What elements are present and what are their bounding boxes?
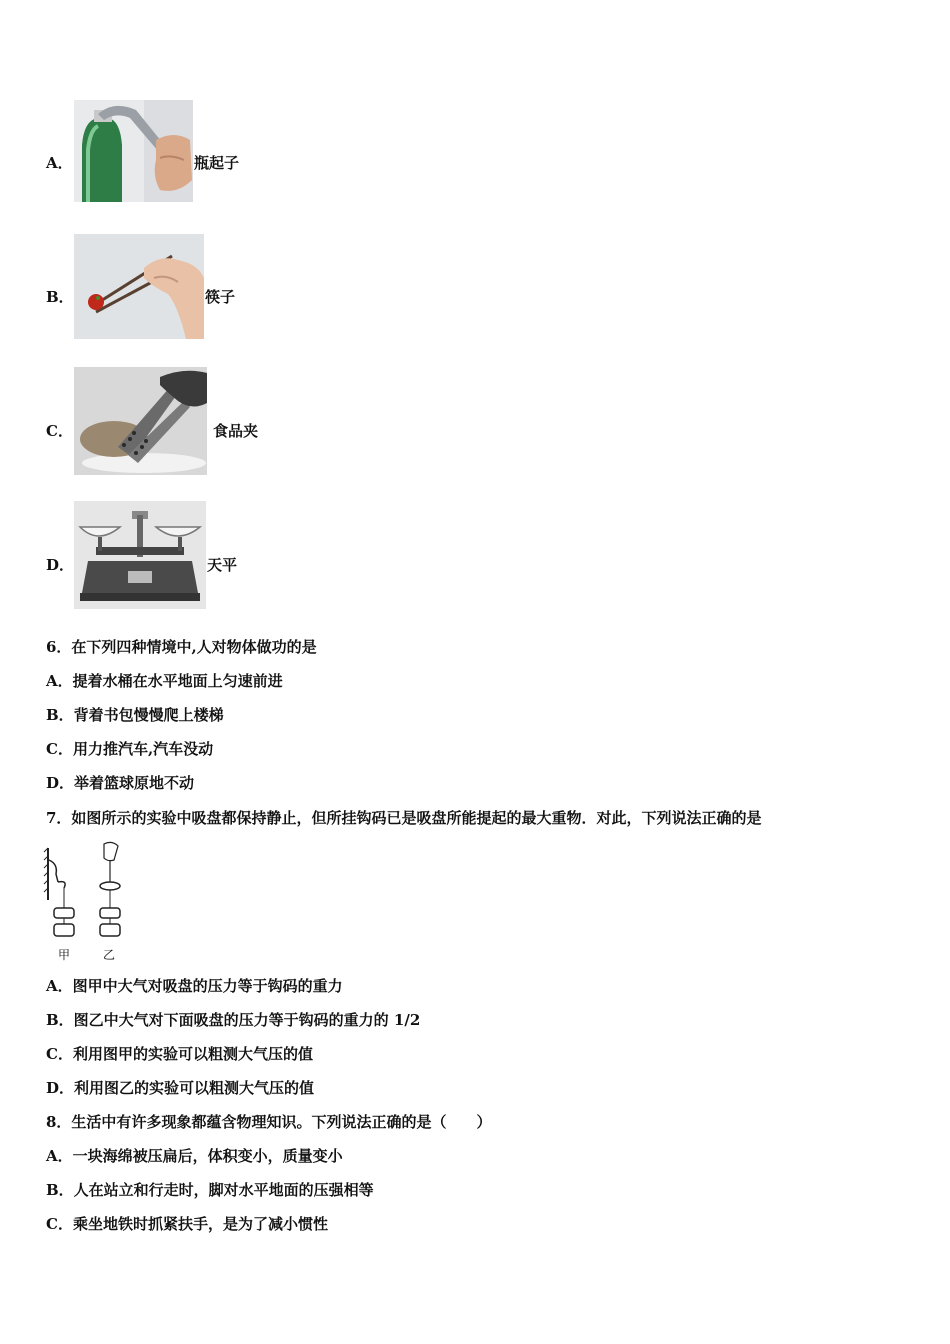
option-letter: C． bbox=[46, 422, 73, 440]
option-letter: A． bbox=[46, 154, 73, 172]
option-b: B．人在站立和行走时，脚对水平地面的压强相等 bbox=[46, 1181, 374, 1199]
balance-scale-photo bbox=[74, 501, 206, 609]
chopsticks-photo bbox=[74, 234, 204, 339]
option-b: B．背着书包慢慢爬上楼梯 bbox=[46, 706, 224, 724]
bottle-opener-photo bbox=[74, 100, 193, 202]
option-caption: 天平 bbox=[207, 556, 238, 574]
option-caption: 食品夹 bbox=[213, 422, 259, 440]
option-c: C．利用图甲的实验可以粗测大气压的值 bbox=[46, 1045, 313, 1063]
option-letter: D． bbox=[46, 556, 75, 574]
figure-label-jia: 甲 bbox=[58, 948, 71, 962]
option-a: A．一块海绵被压扁后，体积变小，质量变小 bbox=[46, 1147, 343, 1165]
option-d: D．利用图乙的实验可以粗测大气压的值 bbox=[46, 1079, 315, 1097]
option-b: B．图乙中大气对下面吸盘的压力等于钩码的重力的 1/2 bbox=[46, 1011, 421, 1029]
food-tongs-photo bbox=[74, 367, 207, 475]
option-caption: 筷子 bbox=[205, 288, 236, 306]
option-d: D．举着篮球原地不动 bbox=[46, 774, 195, 792]
option-a: A．提着水桶在水平地面上匀速前进 bbox=[46, 672, 283, 690]
figure-label-yi: 乙 bbox=[103, 948, 116, 962]
option-letter: B． bbox=[46, 288, 74, 306]
question-stem: 8．生活中有许多现象都蕴含物理知识。下列说法正确的是（ ） bbox=[46, 1113, 492, 1131]
suction-cup-diagram bbox=[42, 840, 132, 964]
question-stem: 6．在下列四种情境中,人对物体做功的是 bbox=[46, 638, 317, 656]
question-stem: 7．如图所示的实验中吸盘都保持静止，但所挂钩码已是吸盘所能提起的最大重物．对此，下列说法正确的是 bbox=[46, 809, 762, 827]
option-caption: 瓶起子 bbox=[194, 154, 240, 172]
option-c: C．乘坐地铁时抓紧扶手，是为了减小惯性 bbox=[46, 1215, 328, 1233]
option-a: A．图甲中大气对吸盘的压力等于钩码的重力 bbox=[46, 977, 343, 995]
option-c: C．用力推汽车,汽车没动 bbox=[46, 740, 214, 758]
